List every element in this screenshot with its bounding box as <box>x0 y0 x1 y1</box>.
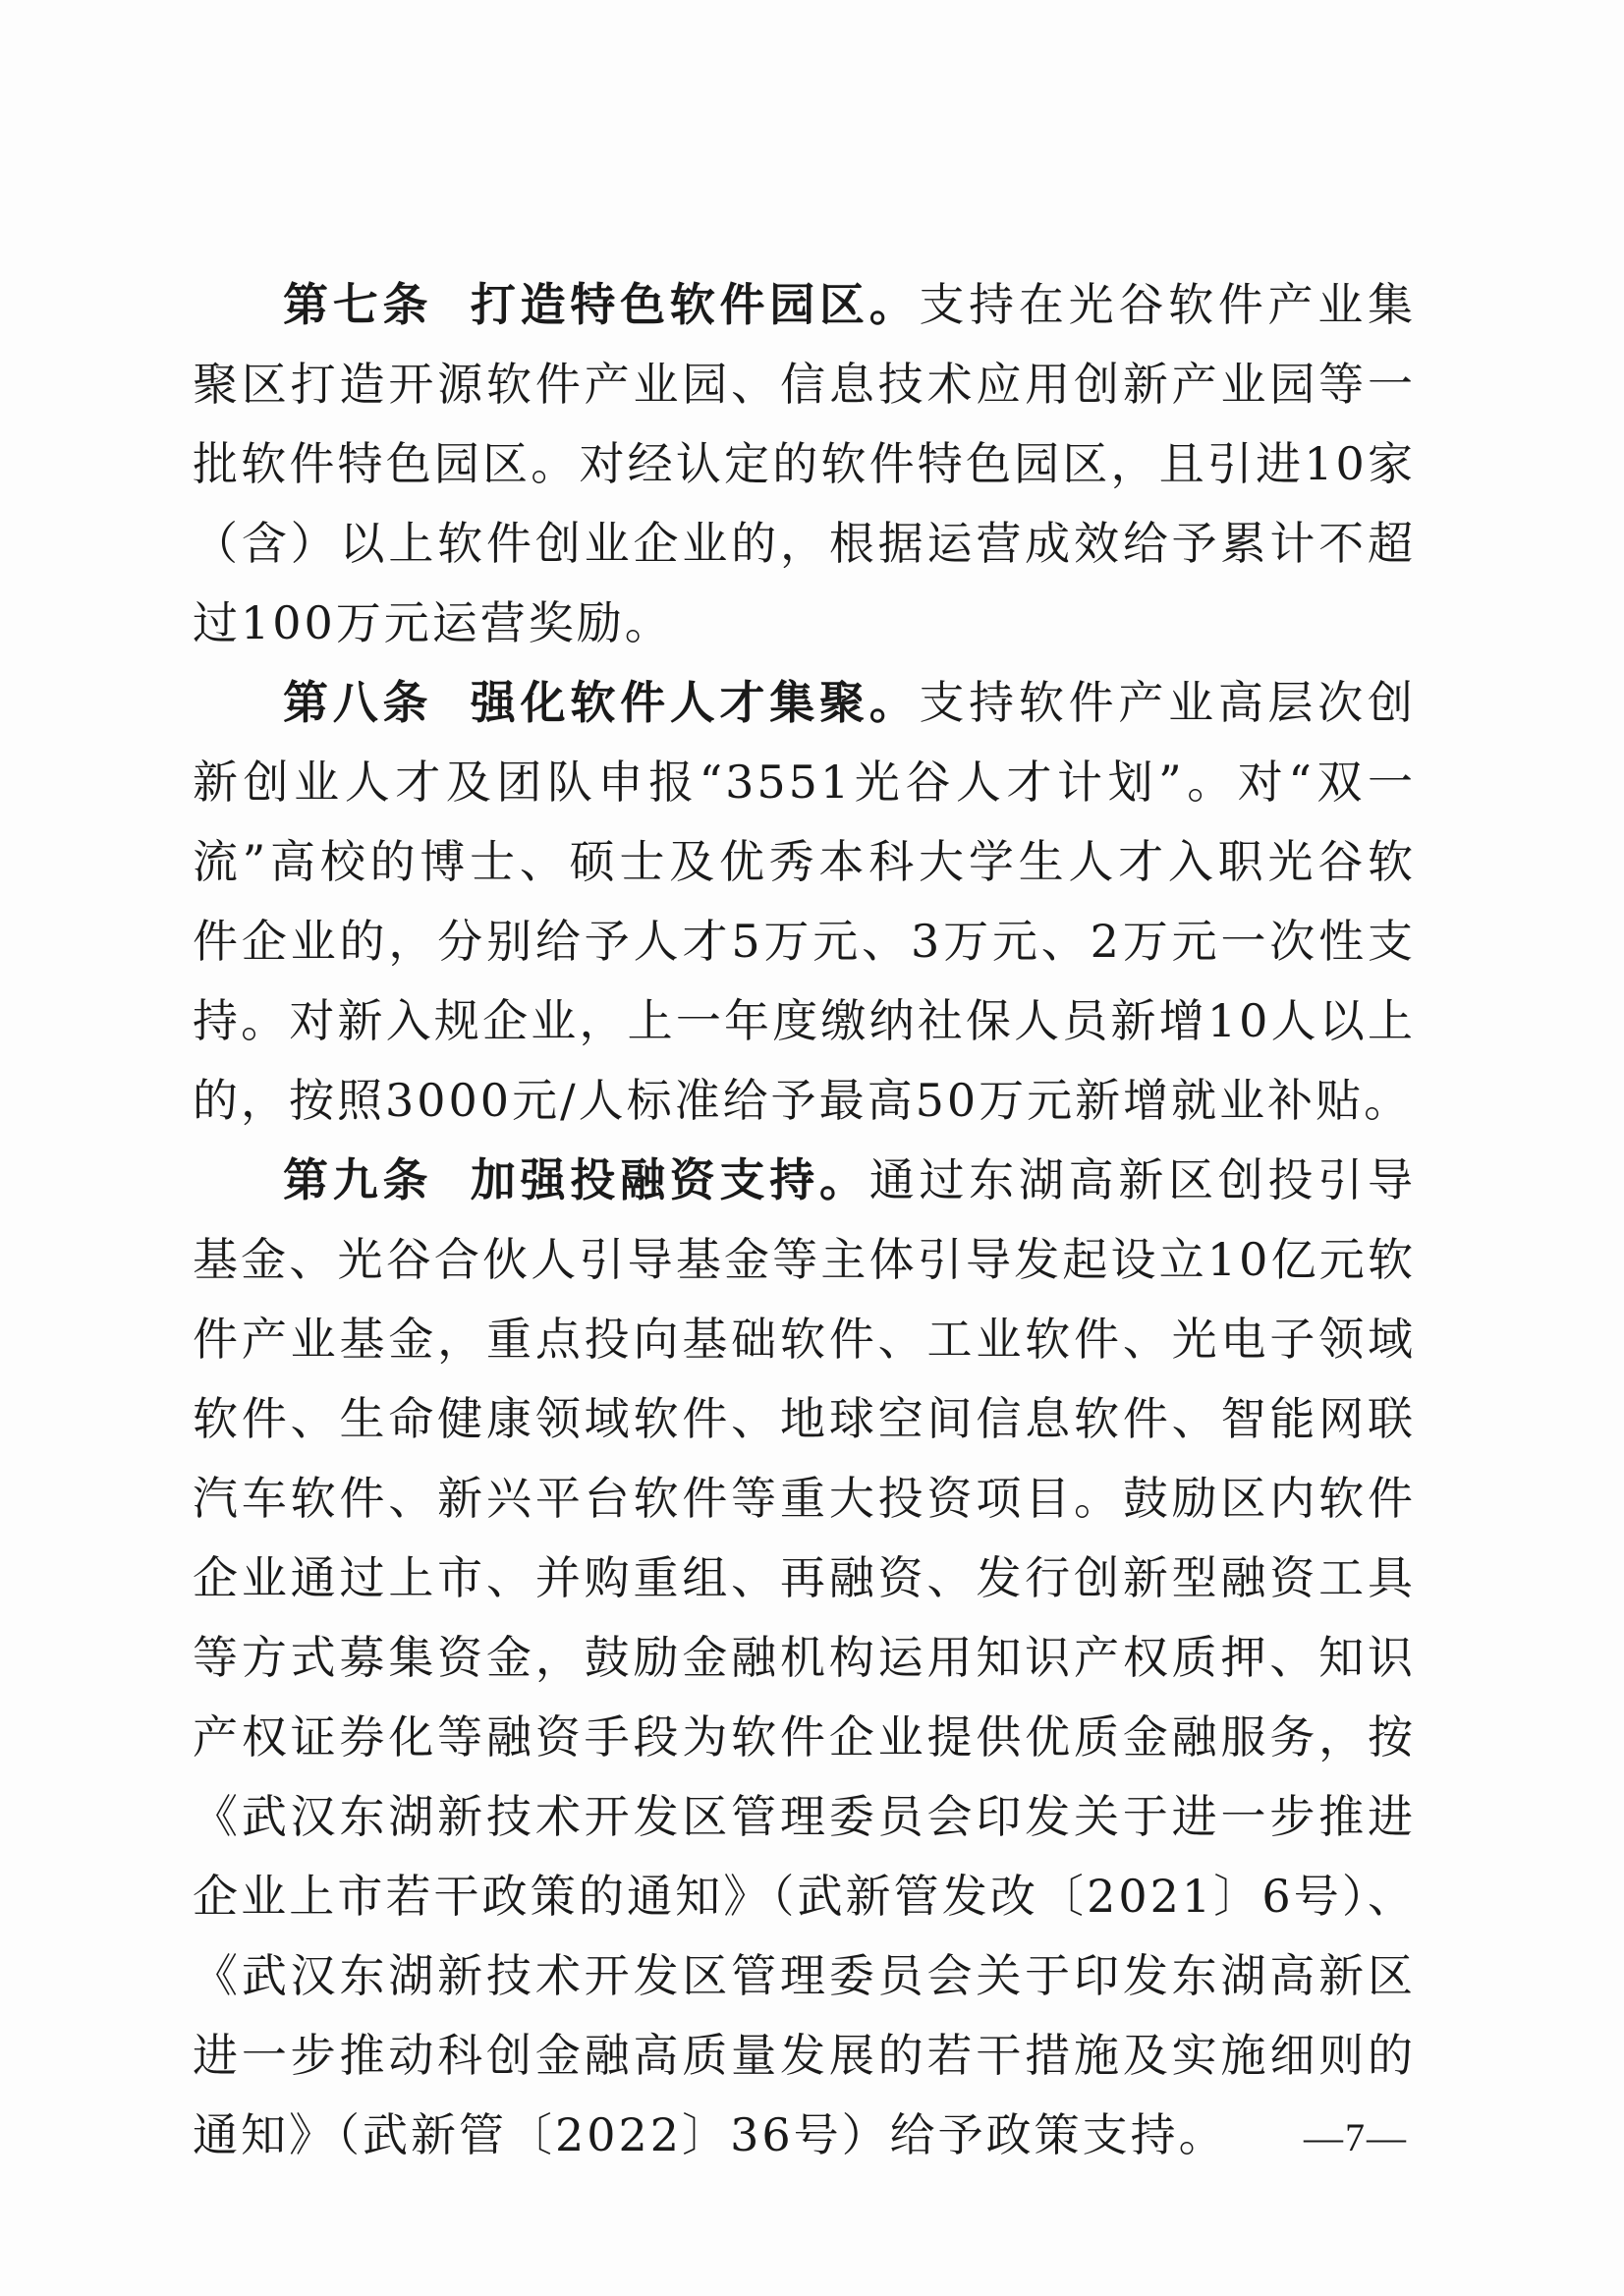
article-7-number: 第七条 <box>283 278 433 331</box>
article-8 <box>193 663 1416 1141</box>
article-8-body: 支持软件产业高层次创新创业人才及团队申报“3551光谷人才计划”。对“双一流”高校的博士、硕士及优秀本科大学生人才入职光谷软件企业的，分别给予人才5万元、3万元、2万元一次性支持。对新入规企业，上一年度缴纳社保人员新增10人以上的，按照3000元/人标准给予最高50万元新增就业补贴。 <box>193 676 1417 1127</box>
article-7-body: 支持在光谷软件产业集聚区打造开源软件产业园、信息技术应用创新产业园等一批软件特色园区。对经认定的软件特色园区，且引进10家（含）以上软件创业企业的，根据运营成效给予累计不超过100万元运营奖励。 <box>193 278 1417 649</box>
article-9 <box>193 1141 1416 2175</box>
article-9-title: 加强投融资支持。 <box>470 1153 869 1206</box>
article-7-title: 打造特色软件园区。 <box>470 278 920 331</box>
document-body <box>193 265 1416 2175</box>
article-8-number: 第八条 <box>283 676 433 729</box>
article-9-number: 第九条 <box>283 1153 433 1206</box>
article-8-title: 强化软件人才集聚。 <box>470 676 920 729</box>
article-9-body: 通过东湖高新区创投引导基金、光谷合伙人引导基金等主体引导发起设立10亿元软件产业基金，重点投向基础软件、工业软件、光电子领域软件、生命健康领域软件、地球空间信息软件、智能网联汽车软件、新兴平台软件等重大投资项目。鼓励区内软件企业通过上市、并购重组、再融资、发行创新型融资工具等方式募集资金，鼓励金融机构运用知识产权质押、知识产权证券化等融资手段为软件企业提供优质金融服务，按《武汉东湖新技术开发区管理委员会印发关于进一步推进企业上市若干政策的通知》（武新管发改〔2021〕6号）、《武汉东湖新技术开发区管理委员会关于印发东湖高新区进一步推动科创金融高质量发展的若干措施及实施细则的通知》（武新管〔2022〕36号）给予政策支持。 <box>193 1153 1417 2161</box>
page-number: —7— <box>1304 2115 1408 2159</box>
article-7 <box>193 265 1416 663</box>
